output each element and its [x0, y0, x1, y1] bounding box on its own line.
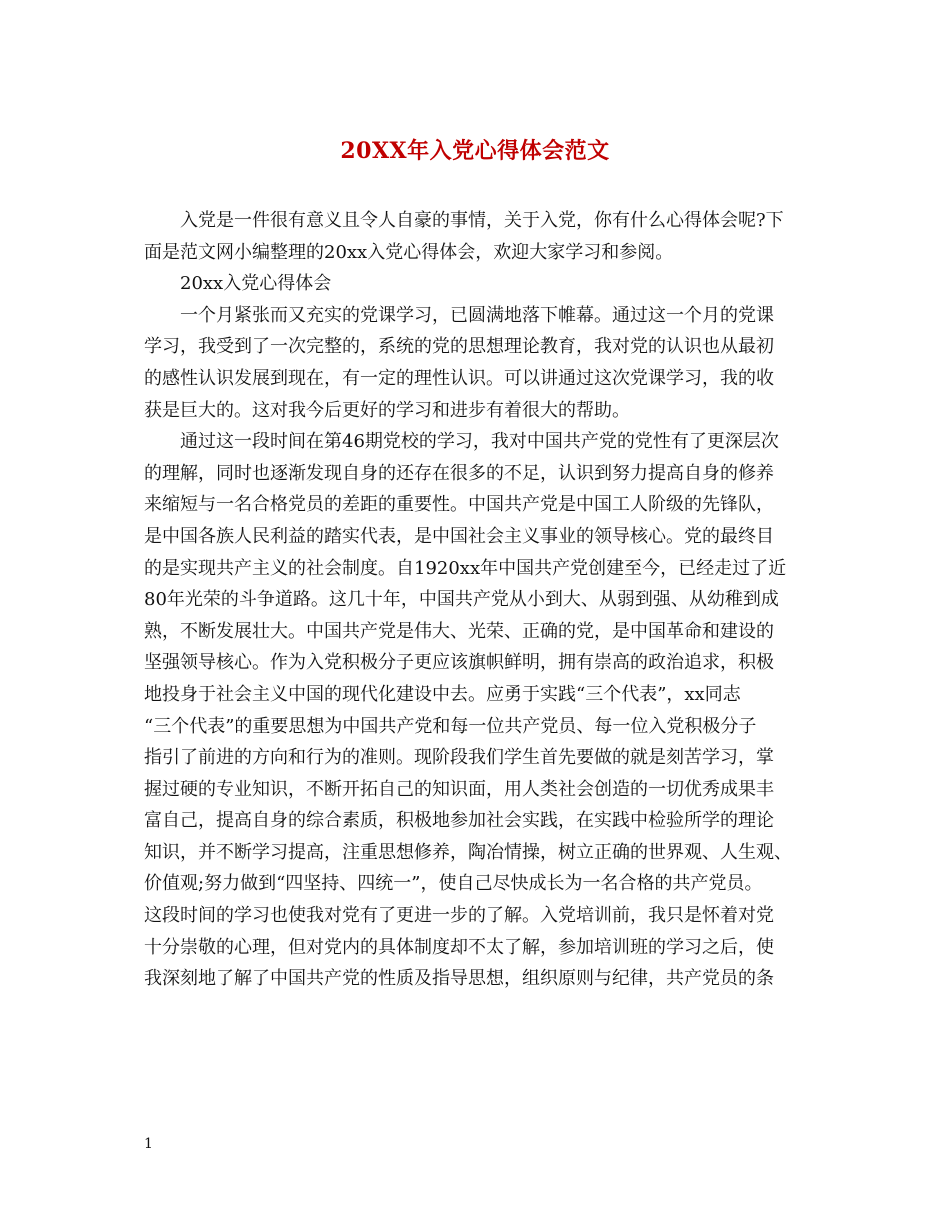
body-line: 入党是一件很有意义且令人自豪的事情，关于入党，你有什么心得体会呢?下 [180, 210, 784, 231]
body-line: 来缩短与一名合格党员的差距的重要性。中国共产党是中国工人阶级的先锋队， [144, 494, 774, 516]
body-line: 知识，并不断学习提高，注重思想修养，陶冶情操，树立正确的世界观、人生观、 [144, 841, 792, 863]
body-line: 握过硬的专业知识，不断开拓自己的知识面，用人类社会创造的一切优秀成果丰 [144, 778, 774, 800]
body-line: 的感性认识发展到现在，有一定的理性认识。可以讲通过这次党课学习，我的收 [144, 367, 774, 389]
body-line: 十分崇敬的心理，但对党内的具体制度却不太了解，参加培训班的学习之后，使 [144, 936, 774, 958]
body-line: 我深刻地了解了中国共产党的性质及指导思想，组织原则与纪律，共产党员的条 [144, 968, 774, 990]
body-line: 价值观;努力做到“四坚持、四统一”，使自己尽快成长为一名合格的共产党员。 [144, 873, 763, 895]
body-line: 坚强领导核心。作为入党积极分子更应该旗帜鲜明，拥有崇高的政治追求，积极 [144, 652, 774, 674]
body-line: 20xx入党心得体会 [180, 273, 332, 295]
body-line: 熟，不断发展壮大。中国共产党是伟大、光荣、正确的党，是中国革命和建设的 [144, 620, 774, 642]
body-line: 这段时间的学习也使我对党有了更进一步的了解。入党培训前，我只是怀着对党 [144, 905, 774, 927]
body-line: 指引了前进的方向和行为的准则。现阶段我们学生首先要做的就是刻苦学习，掌 [144, 747, 774, 769]
body-line: 富自己，提高自身的综合素质，积极地参加社会实践，在实践中检验所学的理论 [144, 810, 774, 832]
body-line: 面是范文网小编整理的20xx入党心得体会，欢迎大家学习和参阅。 [144, 241, 674, 263]
document-body [144, 205, 812, 995]
body-line: 80年光荣的斗争道路。这几十年，中国共产党从小到大、从弱到强、从幼稚到成 [144, 589, 779, 611]
body-line: 一个月紧张而又充实的党课学习，已圆满地落下帷幕。通过这一个月的党课 [180, 304, 774, 326]
page-number: 1 [144, 1136, 153, 1152]
body-line: 通过这一段时间在第46期党校的学习，我对中国共产党的党性有了更深层次 [180, 431, 779, 453]
body-line: 的理解，同时也逐渐发现自身的还存在很多的不足，认识到努力提高自身的修养 [144, 462, 774, 484]
document-title: 20XX年入党心得体会范文 [340, 138, 610, 164]
body-line: 是中国各族人民利益的踏实代表，是中国社会主义事业的领导核心。党的最终目 [144, 525, 774, 547]
body-line: 的是实现共产主义的社会制度。自1920xx年中国共产党创建至今，已经走过了近 [144, 557, 787, 579]
body-line: 获是巨大的。这对我今后更好的学习和进步有着很大的帮助。 [144, 399, 630, 421]
body-line: 学习，我受到了一次完整的，系统的党的思想理论教育，我对党的认识也从最初 [144, 336, 774, 358]
body-line: 地投身于社会主义中国的现代化建设中去。应勇于实践“三个代表”，xx同志 [144, 683, 741, 705]
body-line: “三个代表”的重要思想为中国共产党和每一位共产党员、每一位入党积极分子 [144, 715, 757, 737]
